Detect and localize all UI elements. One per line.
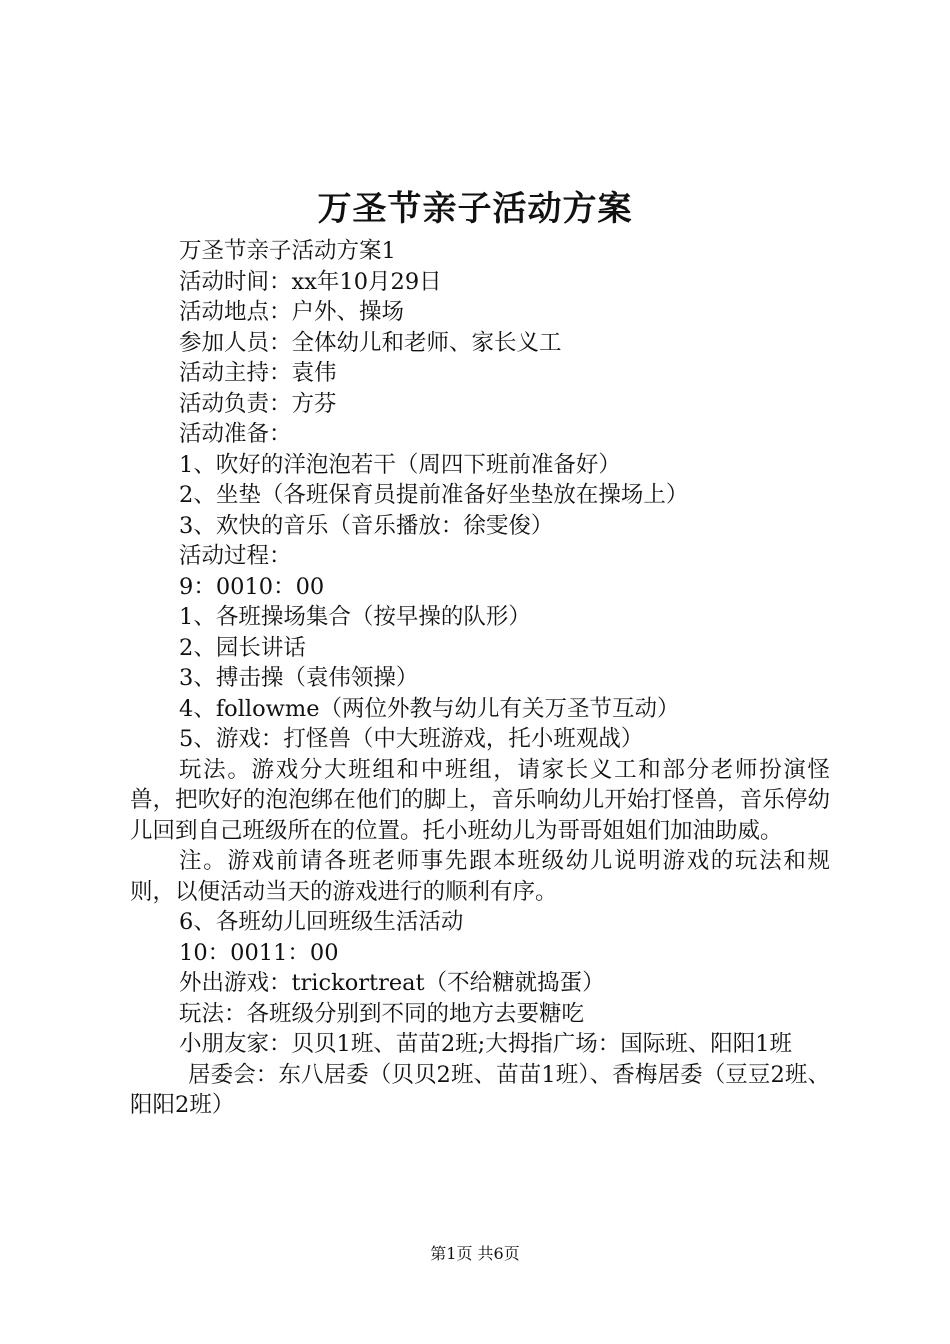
text-line: 活动过程：	[179, 543, 292, 569]
text-line: 玩法：各班级分别到不同的地方去要糖吃	[179, 1000, 585, 1027]
text-line: 2、园长讲话	[179, 634, 306, 661]
text-line: 4、followme（两位外教与幼儿有关万圣节互动）	[179, 695, 680, 722]
text-line: 活动主持：袁伟	[179, 360, 337, 386]
note-paragraph: 注。游戏前请各班老师事先跟本班级幼儿说明游戏的玩法和规则，以便活动当天的游戏进行的顺利有序。	[130, 848, 830, 905]
text-line: 10：0011：00	[179, 939, 339, 966]
committee-paragraph: 居委会：东八居委（贝贝2班、苗苗1班）、香梅居委（豆豆2班、阳阳2班）	[130, 1061, 830, 1118]
text-line: 活动时间：xx年10月29日	[179, 268, 442, 295]
text-line: 外出游戏：trickortreat（不给糖就捣蛋）	[179, 970, 605, 996]
text-line: 6、各班幼儿回班级生活活动	[179, 909, 464, 935]
text-line: 参加人员：全体幼儿和老师、家长义工	[179, 329, 562, 356]
text-line: 9：0010：00	[179, 573, 325, 600]
play-rules-paragraph: 玩法。游戏分大班组和中班组，请家长义工和部分老师扮演怪兽，把吹好的泡泡绑在他们的脚上，音乐响幼儿开始打怪兽，音乐停幼儿回到自己班级所在的位置。托小班幼儿为哥哥姐姐们加油助威。	[130, 756, 830, 844]
text-line: 1、吹好的洋泡泡若干（周四下班前准备好）	[179, 451, 621, 478]
text-line: 万圣节亲子活动方案1	[179, 238, 396, 264]
text-line: 3、搏击操（袁伟领操）	[179, 665, 419, 691]
friends-home-paragraph: 小朋友家：贝贝1班、苗苗2班;大拇指广场：国际班、阳阳1班	[179, 1031, 793, 1057]
text-line: 3、欢快的音乐（音乐播放：徐雯俊）	[179, 512, 554, 539]
text-line: 活动准备：	[179, 421, 292, 447]
text-line: 5、游戏：打怪兽（中大班游戏，托小班观战）	[179, 726, 644, 752]
text-line: 活动负责：方芬	[179, 390, 337, 417]
document-title: 万圣节亲子活动方案	[317, 189, 633, 229]
text-line: 1、各班操场集合（按早操的队形）	[179, 604, 531, 630]
text-line: 2、坐垫（各班保育员提前准备好坐垫放在操场上）	[179, 482, 689, 508]
text-line: 活动地点：户外、操场	[179, 299, 405, 325]
page-number-footer: 第1页 共6页	[430, 1244, 520, 1263]
document-body	[130, 236, 830, 1121]
